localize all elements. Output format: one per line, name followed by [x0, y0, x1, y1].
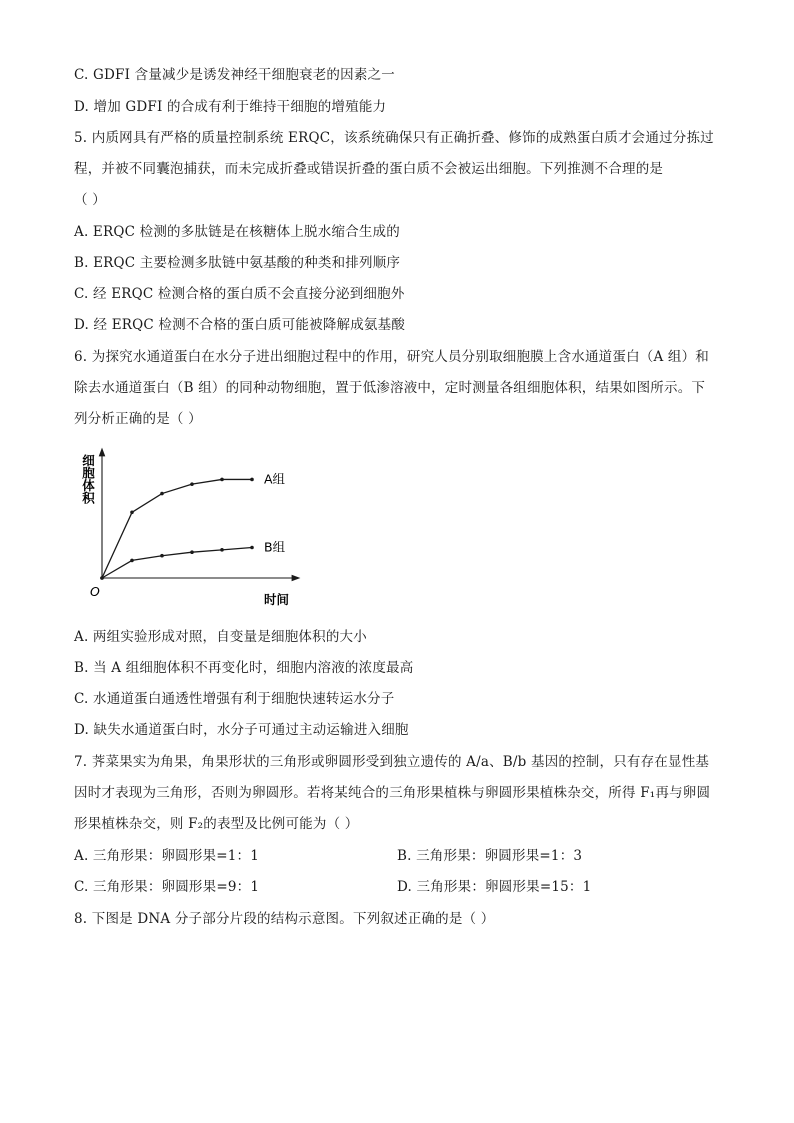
question-5-line-2: 程，并被不同囊泡捕获，而未完成折叠或错误折叠的蛋白质不会被运出细胞。下列推测不合理的是	[74, 161, 664, 177]
series-b-point-2	[160, 554, 164, 558]
series-b-line	[102, 548, 252, 579]
series-b-point-5	[250, 546, 254, 550]
series-b-point-3	[190, 550, 194, 554]
option-c-q7: C. 三角形果：卵圆形果=9：1	[74, 879, 260, 895]
option-c-q6: C. 水通道蛋白通透性增强有利于细胞快速转运水分子	[74, 691, 395, 707]
series-b-point-4	[220, 548, 224, 552]
series-a-point-3	[190, 482, 194, 486]
series-a-point-1	[130, 511, 134, 515]
series-a-point-2	[160, 492, 164, 496]
series-layer	[100, 471, 285, 579]
question-5-blank: （ ）	[74, 192, 106, 208]
series-b-label: B组	[264, 539, 286, 555]
question-7-line-2: 因时才表现为三角形，否则为卵圆形。若将某纯合的三角形果植株与卵圆形果植株杂交，所得 F₁再与卵圆	[74, 785, 711, 801]
series-a-point-4	[220, 478, 224, 482]
option-d-q6: D. 缺失水通道蛋白时，水分子可通过主动运输进入细胞	[74, 722, 409, 738]
series-b-point-0	[100, 576, 104, 580]
option-b-q5: B. ERQC 主要检测多肽链中氨基酸的种类和排列顺序	[74, 255, 401, 271]
question-8: 8. 下图是 DNA 分子部分片段的结构示意图。下列叙述正确的是（ ）	[74, 911, 495, 927]
cell-volume-chart	[74, 446, 314, 616]
series-a-line	[102, 479, 252, 578]
x-axis-label: 时间	[264, 592, 290, 607]
question-6-line-3: 列分析正确的是（ ）	[74, 411, 202, 427]
series-a-point-5	[250, 478, 254, 482]
series-a-label: A组	[264, 471, 286, 487]
question-6-line-2: 除去水通道蛋白（B 组）的同种动物细胞，置于低渗溶液中，定时测量各组细胞体积，结果如图所示。下	[74, 380, 706, 396]
option-a-q5: A. ERQC 检测的多肽链是在核糖体上脱水缩合生成的	[74, 224, 400, 240]
series-b-point-1	[130, 559, 134, 563]
question-6-line-1: 6. 为探究水通道蛋白在水分子进出细胞过程中的作用，研究人员分别取细胞膜上含水通道蛋白（A 组）和	[74, 349, 710, 365]
question-7-line-1: 7. 荠菜果实为角果，角果形状的三角形或卵圆形受到独立遗传的 A/a、B/b 基因的控制，只有存在显性基	[74, 754, 710, 770]
option-b-q7: B. 三角形果：卵圆形果=1：3	[397, 848, 583, 864]
option-c-q4: C. GDFI 含量减少是诱发神经干细胞衰老的因素之一	[74, 67, 395, 83]
option-d-q5: D. 经 ERQC 检测不合格的蛋白质可能被降解成氨基酸	[74, 317, 406, 333]
question-5-line-1: 5. 内质网具有严格的质量控制系统 ERQC，该系统确保只有正确折叠、修饰的成熟蛋白质才会通过分拣过	[74, 130, 714, 146]
option-a-q6: A. 两组实验形成对照，自变量是细胞体积的大小	[74, 629, 367, 645]
option-a-q7: A. 三角形果：卵圆形果=1：1	[74, 848, 260, 864]
option-d-q7: D. 三角形果：卵圆形果=15：1	[397, 879, 592, 895]
option-c-q5: C. 经 ERQC 检测合格的蛋白质不会直接分泌到细胞外	[74, 286, 405, 302]
option-d-q4: D. 增加 GDFI 的合成有利于维持干细胞的增殖能力	[74, 99, 387, 115]
question-7-line-3: 形果植株杂交，则 F₂的表型及比例可能为（ ）	[74, 816, 359, 832]
origin-label: O	[90, 584, 100, 599]
option-b-q6: B. 当 A 组细胞体积不再变化时，细胞内溶液的浓度最高	[74, 660, 414, 676]
y-axis-label: 细胞体积	[80, 454, 96, 504]
